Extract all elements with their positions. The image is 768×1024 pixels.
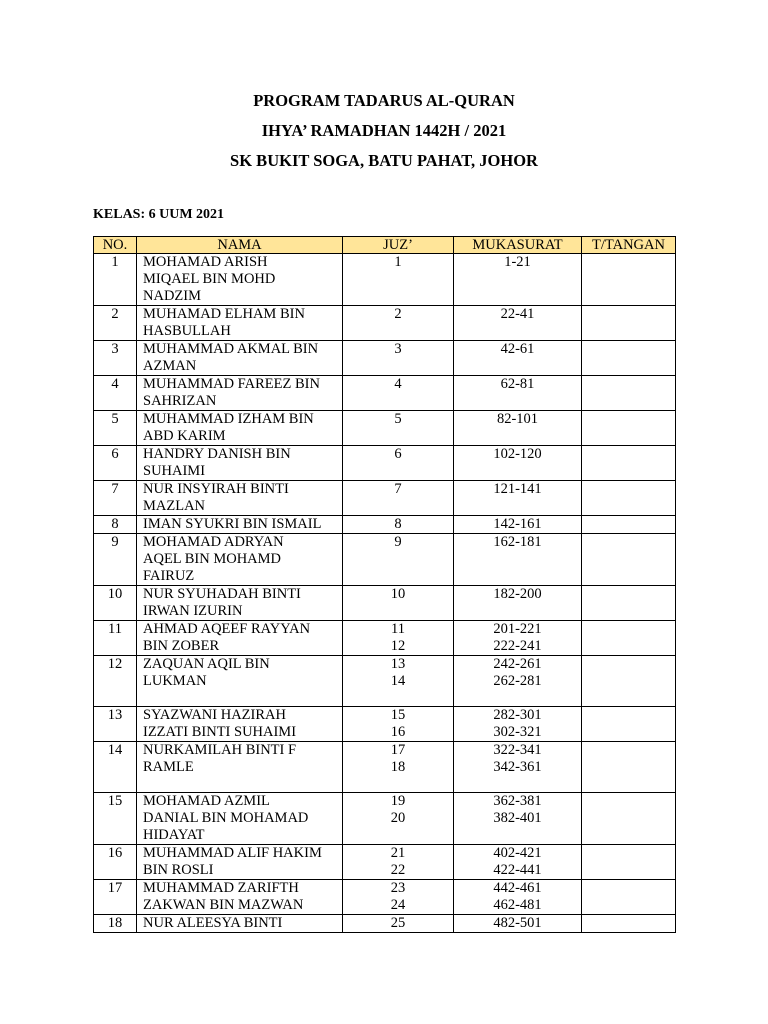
student-name-line: MOHAMAD ADRYAN (143, 534, 284, 550)
signature-cell (582, 621, 676, 656)
mukasurat-cell (454, 306, 582, 341)
mukasurat-cell (454, 880, 582, 915)
student-name-line: MUHAMMAD AKMAL BIN (143, 341, 319, 357)
page-range: 422-441 (493, 862, 542, 878)
juz-value: 6 (394, 446, 402, 462)
juz-value: 2 (394, 306, 402, 322)
table-row (94, 376, 676, 411)
student-name-line: AHMAD AQEEF RAYYAN (143, 621, 311, 637)
student-name-line: DANIAL BIN MOHAMAD (143, 810, 309, 826)
table-row (94, 341, 676, 376)
student-name-line: IZZATI BINTI SUHAIMI (143, 724, 297, 740)
student-name (137, 845, 343, 880)
student-name-line: NUR INSYIRAH BINTI (143, 481, 289, 497)
student-name (137, 306, 343, 341)
title-school: SK BUKIT SOGA, BATU PAHAT, JOHOR (230, 151, 538, 170)
student-name-line: IMAN SYUKRI BIN ISMAIL (143, 516, 322, 532)
juz-cell (343, 621, 454, 656)
table-row (94, 742, 676, 793)
mukasurat-cell (454, 411, 582, 446)
page-range: 482-501 (493, 915, 542, 931)
signature-cell (582, 656, 676, 707)
student-name (137, 742, 343, 793)
table-row (94, 845, 676, 880)
student-name-line: ZAQUAN AQIL BIN (143, 656, 270, 672)
page-range: 322-341 (493, 742, 542, 758)
table-row (94, 586, 676, 621)
juz-cell (343, 254, 454, 306)
student-name-line: MOHAMAD AZMIL (143, 793, 270, 809)
student-name-line: HIDAYAT (143, 827, 205, 843)
row-number: 5 (94, 411, 137, 446)
juz-value: 18 (390, 759, 406, 775)
mukasurat-cell (454, 254, 582, 306)
page-range: 222-241 (493, 638, 542, 654)
student-name-line: MUHAMMAD IZHAM BIN (143, 411, 314, 427)
juz-value: 11 (391, 621, 405, 637)
page-range: 1-21 (504, 254, 531, 270)
page-range: 282-301 (493, 707, 542, 723)
table-row (94, 446, 676, 481)
student-name-line: ABD KARIM (143, 428, 226, 444)
row-number: 1 (94, 254, 137, 306)
juz-value: 10 (390, 586, 406, 602)
column-header-no: NO. (94, 237, 137, 254)
page-range: 362-381 (493, 793, 542, 809)
student-name (137, 621, 343, 656)
page-range: 262-281 (493, 673, 542, 689)
student-name (137, 254, 343, 306)
student-name-line: BIN ZOBER (143, 638, 220, 654)
signature-cell (582, 845, 676, 880)
table-row (94, 411, 676, 446)
juz-value: 17 (390, 742, 406, 758)
mukasurat-cell (454, 516, 582, 534)
student-name-line: NUR SYUHADAH BINTI (143, 586, 301, 602)
table-row (94, 793, 676, 845)
student-name-line: HANDRY DANISH BIN (143, 446, 291, 462)
signature-cell (582, 793, 676, 845)
signature-cell (582, 341, 676, 376)
juz-value: 5 (394, 411, 402, 427)
student-name-line: MUHAMAD ELHAM BIN (143, 306, 305, 322)
tadarus-table (93, 236, 676, 933)
page-range: 102-120 (493, 446, 542, 462)
table-row (94, 880, 676, 915)
juz-value: 21 (390, 845, 406, 861)
page-range: 22-41 (500, 306, 535, 322)
student-name-line: MUHAMMAD ZARIFTH (143, 880, 299, 896)
signature-cell (582, 707, 676, 742)
title-program: PROGRAM TADARUS AL-QURAN (253, 91, 515, 110)
student-name-line: MOHAMAD ARISH (143, 254, 268, 270)
document-title (0, 86, 768, 176)
row-number: 6 (94, 446, 137, 481)
row-number: 16 (94, 845, 137, 880)
signature-cell (582, 411, 676, 446)
juz-cell (343, 341, 454, 376)
row-number: 9 (94, 534, 137, 586)
column-header-mukasurat: MUKASURAT (454, 237, 582, 254)
juz-cell (343, 446, 454, 481)
row-number: 7 (94, 481, 137, 516)
juz-value: 24 (390, 897, 406, 913)
student-name (137, 411, 343, 446)
row-number: 11 (94, 621, 137, 656)
mukasurat-cell (454, 446, 582, 481)
student-name-line: LUKMAN (143, 673, 207, 689)
table-row (94, 254, 676, 306)
juz-value: 19 (390, 793, 406, 809)
page-range: 42-61 (500, 341, 535, 357)
row-number: 3 (94, 341, 137, 376)
student-name (137, 534, 343, 586)
row-number: 13 (94, 707, 137, 742)
student-name-line: HASBULLAH (143, 323, 231, 339)
mukasurat-cell (454, 376, 582, 411)
mukasurat-cell (454, 586, 582, 621)
row-number: 18 (94, 915, 137, 933)
column-header-tandatangan: T/TANGAN (582, 237, 676, 254)
juz-cell (343, 411, 454, 446)
row-number: 8 (94, 516, 137, 534)
page-range: 121-141 (493, 481, 542, 497)
row-number: 10 (94, 586, 137, 621)
column-header-juz: JUZ’ (343, 237, 454, 254)
student-name (137, 481, 343, 516)
mukasurat-cell (454, 793, 582, 845)
table-row (94, 915, 676, 933)
juz-value: 13 (390, 656, 406, 672)
student-name (137, 656, 343, 707)
juz-value: 14 (390, 673, 406, 689)
student-name (137, 915, 343, 933)
signature-cell (582, 376, 676, 411)
row-number: 14 (94, 742, 137, 793)
page-range: 442-461 (493, 880, 542, 896)
table-header-row (94, 237, 676, 254)
page-range: 201-221 (493, 621, 542, 637)
table-body (94, 254, 676, 933)
juz-cell (343, 707, 454, 742)
page-range: 82-101 (496, 411, 539, 427)
signature-cell (582, 742, 676, 793)
juz-cell (343, 845, 454, 880)
juz-value: 4 (394, 376, 402, 392)
table-row (94, 534, 676, 586)
juz-value: 20 (390, 810, 406, 826)
juz-cell (343, 534, 454, 586)
class-label: KELAS: 6 UUM 2021 (93, 207, 225, 222)
row-number: 2 (94, 306, 137, 341)
juz-value: 9 (394, 534, 402, 550)
column-header-nama: NAMA (137, 237, 343, 254)
juz-cell (343, 793, 454, 845)
juz-value: 12 (390, 638, 406, 654)
page-range: 62-81 (500, 376, 535, 392)
juz-cell (343, 915, 454, 933)
page-range: 182-200 (493, 586, 542, 602)
page-range: 242-261 (493, 656, 542, 672)
page-range: 162-181 (493, 534, 542, 550)
juz-value: 25 (390, 915, 406, 931)
student-name (137, 446, 343, 481)
page-range: 382-401 (493, 810, 542, 826)
juz-cell (343, 656, 454, 707)
table-row (94, 481, 676, 516)
signature-cell (582, 534, 676, 586)
student-name (137, 341, 343, 376)
signature-cell (582, 254, 676, 306)
mukasurat-cell (454, 341, 582, 376)
juz-value: 3 (394, 341, 402, 357)
page-range: 402-421 (493, 845, 542, 861)
juz-cell (343, 481, 454, 516)
student-name-line: NUR ALEESYA BINTI (143, 915, 283, 931)
juz-value: 15 (390, 707, 406, 723)
juz-value: 23 (390, 880, 406, 896)
juz-value: 22 (390, 862, 406, 878)
row-number: 12 (94, 656, 137, 707)
page-range: 142-161 (493, 516, 542, 532)
mukasurat-cell (454, 742, 582, 793)
student-name (137, 376, 343, 411)
student-name-line: RAMLE (143, 759, 194, 775)
row-number: 17 (94, 880, 137, 915)
mukasurat-cell (454, 707, 582, 742)
juz-cell (343, 306, 454, 341)
table-row (94, 656, 676, 707)
mukasurat-cell (454, 915, 582, 933)
student-name-line: NURKAMILAH BINTI F (143, 742, 297, 758)
student-name (137, 586, 343, 621)
student-name-line: FAIRUZ (143, 568, 195, 584)
juz-cell (343, 586, 454, 621)
table-row (94, 707, 676, 742)
signature-cell (582, 481, 676, 516)
signature-cell (582, 586, 676, 621)
student-name-line: AQEL BIN MOHAMD (143, 551, 282, 567)
table-row (94, 306, 676, 341)
mukasurat-cell (454, 656, 582, 707)
juz-value: 7 (394, 481, 402, 497)
title-event: IHYA’ RAMADHAN 1442H / 2021 (261, 121, 507, 140)
signature-cell (582, 306, 676, 341)
juz-cell (343, 376, 454, 411)
mukasurat-cell (454, 534, 582, 586)
student-name-line: MAZLAN (143, 498, 206, 514)
student-name (137, 707, 343, 742)
student-name-line: AZMAN (143, 358, 197, 374)
page-range: 302-321 (493, 724, 542, 740)
page-range: 342-361 (493, 759, 542, 775)
juz-cell (343, 516, 454, 534)
student-name-line: SYAZWANI HAZIRAH (143, 707, 286, 723)
mukasurat-cell (454, 845, 582, 880)
mukasurat-cell (454, 621, 582, 656)
student-name-line: ZAKWAN BIN MAZWAN (143, 897, 304, 913)
juz-cell (343, 880, 454, 915)
student-name (137, 793, 343, 845)
student-name-line: BIN ROSLI (143, 862, 214, 878)
signature-cell (582, 516, 676, 534)
student-name-line: SUHAIMI (143, 463, 206, 479)
table-row (94, 516, 676, 534)
row-number: 15 (94, 793, 137, 845)
student-name (137, 880, 343, 915)
page-range: 462-481 (493, 897, 542, 913)
student-name-line: MIQAEL BIN MOHD (143, 271, 276, 287)
student-name-line: SAHRIZAN (143, 393, 217, 409)
signature-cell (582, 880, 676, 915)
signature-cell (582, 915, 676, 933)
juz-cell (343, 742, 454, 793)
signature-cell (582, 446, 676, 481)
juz-value: 8 (394, 516, 402, 532)
row-number: 4 (94, 376, 137, 411)
juz-value: 16 (390, 724, 406, 740)
mukasurat-cell (454, 481, 582, 516)
table-row (94, 621, 676, 656)
student-name-line: MUHAMMAD ALIF HAKIM (143, 845, 322, 861)
student-name-line: IRWAN IZURIN (143, 603, 243, 619)
juz-value: 1 (394, 254, 402, 270)
student-name-line: NADZIM (143, 288, 201, 304)
student-name (137, 516, 343, 534)
student-name-line: MUHAMMAD FAREEZ BIN (143, 376, 320, 392)
